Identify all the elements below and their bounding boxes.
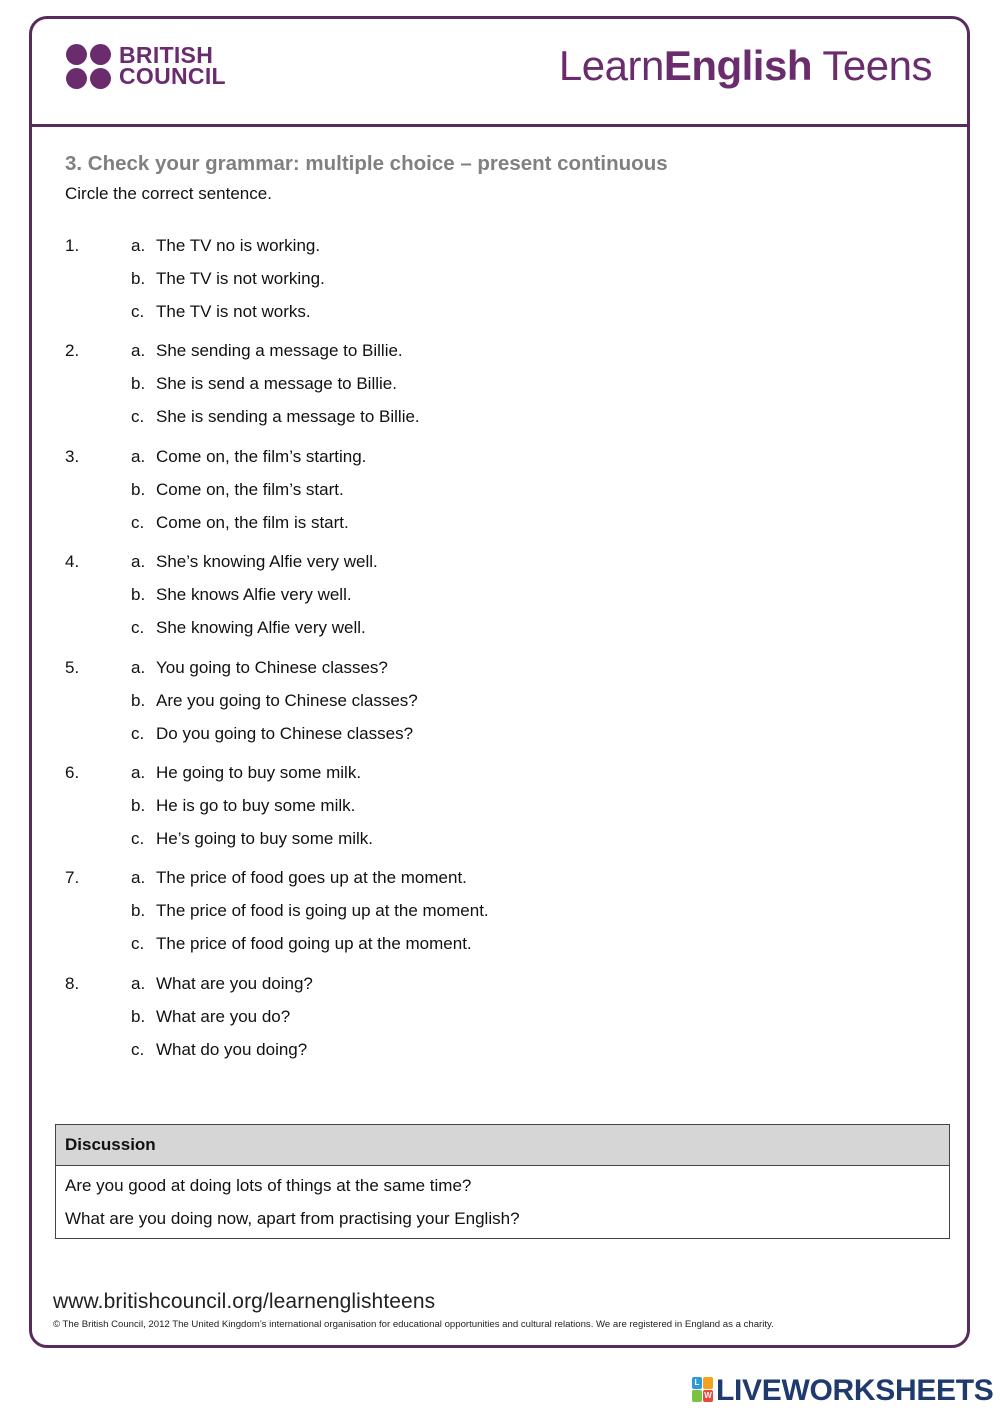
liveworksheets-wordmark: LIVEWORKSHEETS bbox=[716, 1374, 994, 1407]
question-number: 3. bbox=[65, 446, 80, 466]
option-c[interactable]: c. She is sending a message to Billie. bbox=[131, 407, 420, 427]
option-b[interactable]: b. She is send a message to Billie. bbox=[131, 374, 397, 394]
british-council-wordmark: BRITISH COUNCIL bbox=[119, 42, 226, 89]
option-c[interactable]: c. The price of food going up at the moment. bbox=[131, 934, 472, 954]
option-b[interactable]: b. He is go to buy some milk. bbox=[131, 795, 356, 815]
option-b[interactable]: b. The price of food is going up at the moment. bbox=[131, 901, 489, 921]
option-a[interactable]: a. Come on, the film’s starting. bbox=[131, 446, 367, 466]
option-a[interactable]: a. What are you doing? bbox=[131, 973, 313, 993]
question-number: 7. bbox=[65, 868, 80, 888]
footer-copyright: © The British Council, 2012 The United Kingdom’s international organisation for educational opportunities and cultural relations. We are registered in England as a charity. bbox=[53, 1319, 774, 1330]
option-a[interactable]: a. The TV no is working. bbox=[131, 236, 321, 255]
discussion-question: What are you doing now, apart from practising your English? bbox=[65, 1209, 520, 1228]
option-a[interactable]: a. He going to buy some milk. bbox=[131, 762, 362, 782]
british-council-logo bbox=[66, 44, 236, 94]
question-6 bbox=[65, 760, 945, 865]
learnenglish-teens-logo: LearnEnglish Teens bbox=[558, 42, 932, 89]
question-number: 4. bbox=[65, 552, 80, 572]
option-b[interactable]: b. Are you going to Chinese classes? bbox=[131, 690, 418, 710]
question-number: 8. bbox=[65, 973, 80, 993]
option-c[interactable]: c. She knowing Alfie very well. bbox=[131, 618, 366, 638]
section-title: 3. Check your grammar: multiple choice – present continuous bbox=[65, 152, 668, 175]
question-7 bbox=[65, 865, 945, 970]
question-number: 6. bbox=[65, 762, 80, 782]
option-c[interactable]: c. The TV is not works. bbox=[131, 302, 311, 321]
option-a[interactable]: a. You going to Chinese classes? bbox=[131, 657, 388, 677]
option-b[interactable]: b. She knows Alfie very well. bbox=[131, 585, 352, 605]
discussion-question: Are you good at doing lots of things at the same time? bbox=[65, 1176, 472, 1195]
header-divider bbox=[29, 124, 970, 127]
option-b[interactable]: b. The TV is not working. bbox=[131, 269, 325, 288]
question-number: 1. bbox=[65, 236, 80, 255]
question-5 bbox=[65, 655, 945, 760]
option-b[interactable]: b. Come on, the film’s start. bbox=[131, 479, 344, 499]
option-c[interactable]: c. Come on, the film is start. bbox=[131, 512, 349, 532]
option-c[interactable]: c. Do you going to Chinese classes? bbox=[131, 723, 414, 743]
question-2 bbox=[65, 338, 945, 443]
option-c[interactable]: c. What do you doing? bbox=[131, 1039, 308, 1059]
option-a[interactable]: a. She’s knowing Alfie very well. bbox=[131, 552, 378, 572]
option-b[interactable]: b. What are you do? bbox=[131, 1006, 291, 1026]
question-4 bbox=[65, 549, 945, 654]
option-c[interactable]: c. He’s going to buy some milk. bbox=[131, 828, 374, 848]
option-a[interactable]: a. The price of food goes up at the moment. bbox=[131, 868, 467, 888]
liveworksheets-icon: L W bbox=[692, 1377, 714, 1403]
question-1 bbox=[65, 233, 945, 338]
option-a[interactable]: a. She sending a message to Billie. bbox=[131, 341, 403, 361]
question-3 bbox=[65, 444, 945, 549]
discussion-heading: Discussion bbox=[56, 1125, 949, 1166]
question-list bbox=[65, 233, 945, 1076]
british-council-dots-icon bbox=[66, 44, 112, 90]
question-number: 2. bbox=[65, 341, 80, 361]
footer-url[interactable]: www.britishcouncil.org/learnenglishteens bbox=[53, 1290, 436, 1313]
liveworksheets-logo bbox=[692, 1374, 992, 1406]
question-8 bbox=[65, 971, 945, 1076]
discussion-box bbox=[55, 1124, 950, 1239]
question-number: 5. bbox=[65, 657, 80, 677]
instruction-text: Circle the correct sentence. bbox=[65, 184, 272, 203]
